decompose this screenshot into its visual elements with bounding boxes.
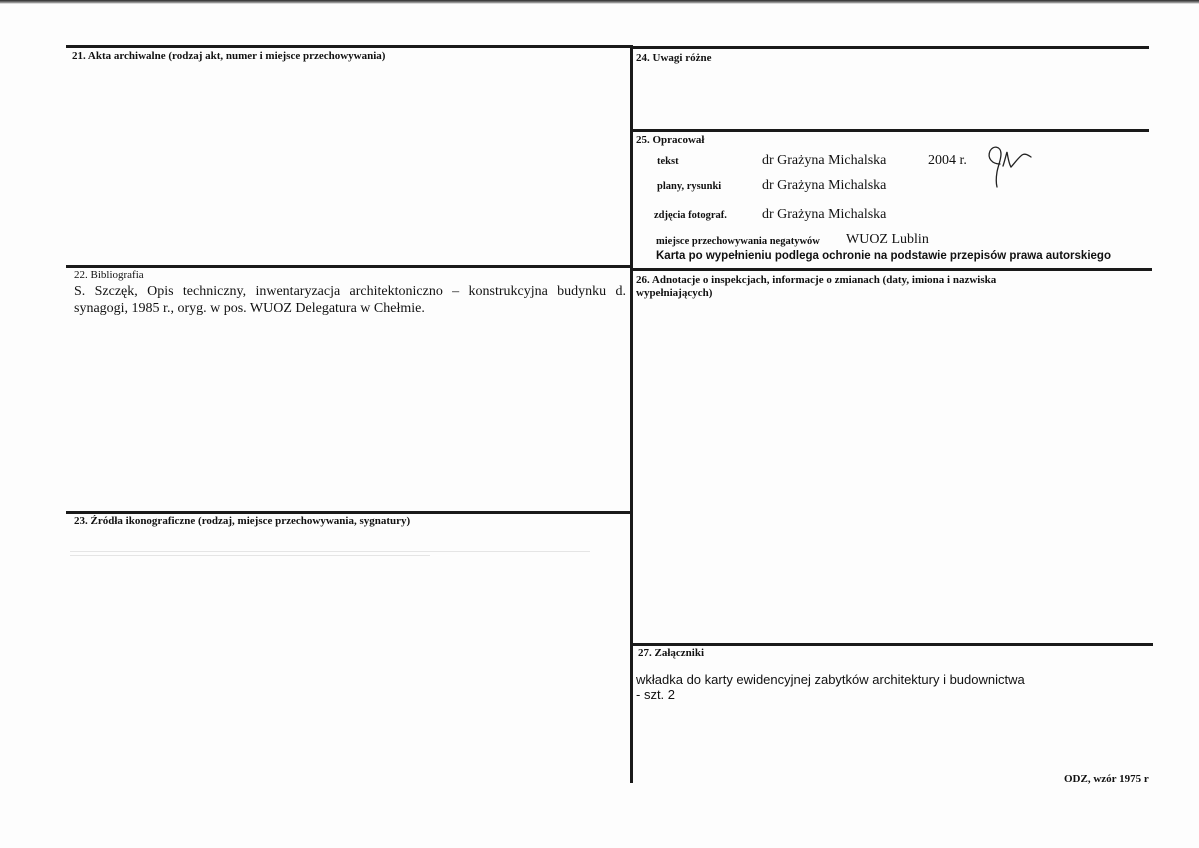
handwritten-signature — [978, 140, 1048, 190]
attachments-line-2: - szt. 2 — [636, 687, 676, 702]
scan-ghost-line — [70, 551, 590, 552]
rule-26-27 — [630, 643, 1153, 646]
rule-21-22 — [66, 265, 633, 268]
author-row-label-text: tekst — [657, 156, 679, 167]
rule-top-left — [66, 45, 633, 48]
author-row-value-text: dr Grażyna Michalska — [762, 153, 887, 168]
copyright-notice: Karta po wypełnieniu podlega ochronie na podstawie przepisów prawa autorskiego — [656, 250, 1111, 262]
rule-22-23 — [66, 511, 633, 514]
rule-24-25 — [630, 129, 1149, 132]
author-row-value-drawings: dr Grażyna Michalska — [762, 178, 887, 193]
rule-top-right — [630, 46, 1149, 49]
negatives-location-value: WUOZ Lublin — [846, 232, 929, 247]
section-23-label: 23. Źródła ikonograficzne (rodzaj, miejsce przechowywania, sygnatury) — [74, 515, 411, 527]
section-21-label: 21. Akta archiwalne (rodzaj akt, numer i miejsce przechowywania) — [72, 50, 386, 62]
scan-ghost-line — [70, 555, 430, 556]
author-row-value-photos: dr Grażyna Michalska — [762, 207, 887, 222]
section-26-label: 26. Adnotacje o inspekcjach, informacje o zmianach (daty, imiona i nazwiska wypełniających) — [636, 274, 997, 299]
section-27-label: 27. Załączniki — [638, 647, 705, 659]
author-row-label-drawings: plany, rysunki — [657, 181, 722, 192]
negatives-location-label: miejsce przechowywania negatywów — [656, 236, 820, 247]
author-row-label-photos: zdjęcia fotograf. — [654, 210, 727, 221]
form-model-footer: ODZ, wzór 1975 r — [1064, 773, 1149, 785]
scan-top-edge — [0, 0, 1199, 4]
author-year: 2004 r. — [928, 153, 967, 168]
rule-center-vertical — [630, 46, 633, 783]
rule-25-26 — [630, 268, 1152, 271]
bibliography-text: S. Szczęk, Opis techniczny, inwentaryzacja architektoniczno – konstrukcyjna budynku d. synagogi, 1985 r., oryg. w pos. WUOZ Delegatura w Chełmie. — [74, 284, 626, 316]
section-25-label: 25. Opracował — [636, 134, 705, 146]
attachments-line-1: wkładka do karty ewidencyjnej zabytków architektury i budownictwa — [636, 672, 1025, 687]
section-24-label: 24. Uwagi różne — [636, 52, 712, 64]
section-22-label: 22. Bibliografia — [74, 269, 144, 281]
